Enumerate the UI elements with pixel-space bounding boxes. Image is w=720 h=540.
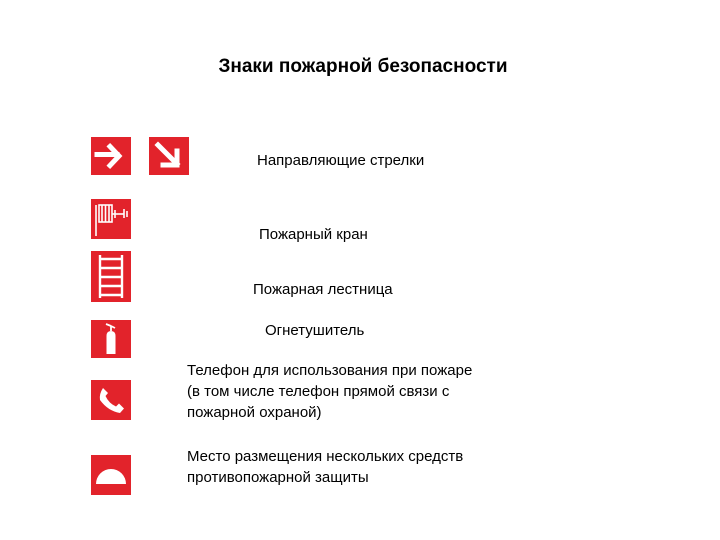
sign-label-fire-hose: Пожарный кран [259,226,368,243]
sign-label-fire-telephone: Телефон для использования при пожаре (в том числе телефон прямой связи с пожарной охраной) [187,362,473,421]
fire-ladder-icon [91,251,131,302]
sign-label-extinguisher: Огнетушитель [265,322,365,339]
arrow-right-icon [91,137,131,175]
fire-hose-reel-icon [91,199,131,239]
sign-label-directional-arrows: Направляющие стрелки [257,152,425,169]
telephone-icon [91,380,131,420]
firefighting-equipment-point-icon [91,455,131,495]
arrow-down-right-icon [149,137,189,175]
fire-extinguisher-icon [91,320,131,358]
sign-label-fire-ladder: Пожарная лестница [253,281,393,298]
sign-label-equipment-point: Место размещения нескольких средств противопожарной защиты [187,448,464,486]
page-title: Знаки пожарной безопасности [218,56,508,77]
